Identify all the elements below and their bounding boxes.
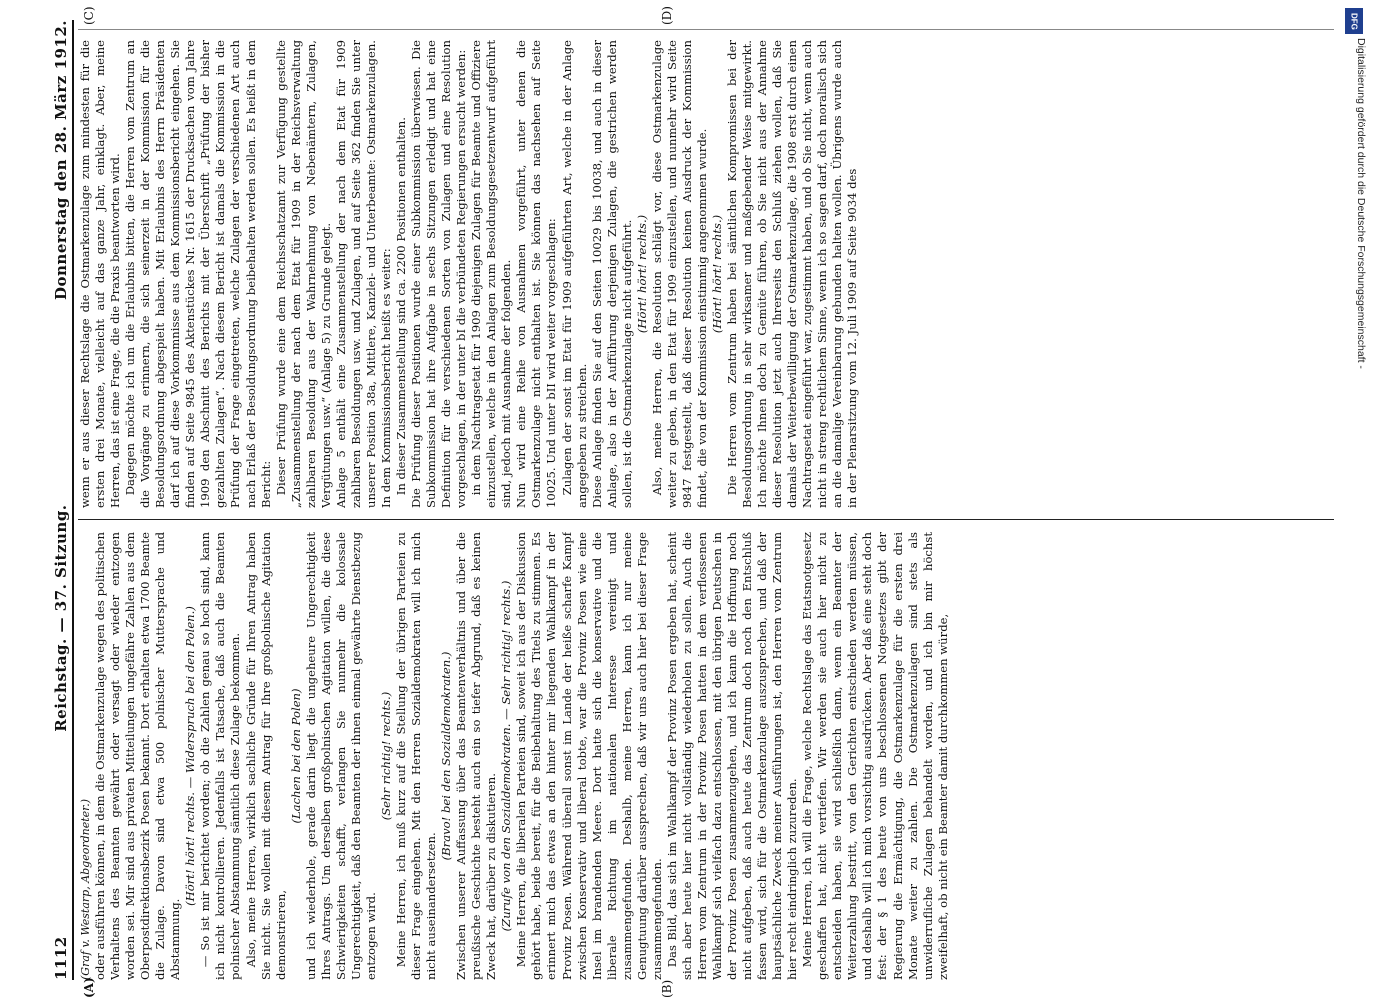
margin-marker-a: (A) (82, 977, 96, 998)
interjection: (Bravo! bei den Sozialdemokraten.) (439, 651, 454, 861)
quotation: Die Prüfung dieser Positionen wurde einer Subkommission überwiesen. Die Subkommission hat ihre Aufgabe in sechs Sitzungen erledigt und hat eine Definition für die verschiedenen Sorten von Zulagen und eine Resolution vorgeschlagen, in der unter bI die verbündeten Regierungen ersucht werden: (409, 40, 469, 508)
margin-marker-d: (D) (660, 6, 674, 25)
quotation: In dieser Zusammenstellung sind ca. 2200 Positionen enthalten. (393, 117, 408, 496)
right-column (78, 40, 1340, 508)
paragraph: Diese Anlage finden Sie auf den Seiten 10029 bis 10038, und auch in dieser Anlage, also in der Aufführung derjenigen Zulagen, die gestrichen werden sollen, ist die Ostmarkenzulage nicht aufgeführt. (589, 40, 634, 508)
paragraph: — So ist mir berichtet worden; ob die Zahlen genau so hoch sind, kann ich nicht kontrollieren. Jedenfalls ist Tatsache, daß auch die Beamten polnischer Abstammung sämtlich diese Zulage bekommen. (198, 532, 243, 980)
left-column (78, 532, 1340, 980)
paragraph: Die Herren vom Zentrum haben bei sämtlichen Kompromissen bei der Besoldungsordnung in sehr wirksamer und maßgebender Weise mitgewirkt. Ich möchte Ihnen doch zu Gemüte führen, ob Sie nicht aus der Annahme dieser Resolution jetzt auch Ihrerseits den Schluß ziehen wollen, daß Sie damals der Weiterbewilligung der Ostmarkenzulage, die 1908 erst durch einen Nachtragsetat eingeführt war, zugestimmt haben, und ob Sie nicht, wenn auch nicht in streng rechtlichem Sinne, wenn ich so sagen darf, doch moralisch sich an die damalige Vereinbarung gebunden halten wollen. Übrigens wurde auch in der Plenarsitzung vom 12. Juli 1909 auf Seite 9034 des (725, 40, 860, 508)
margin-marker-b: (B) (660, 979, 674, 998)
paragraph: Dagegen möchte ich um die Erlaubnis bitten, die Herren vom Zentrum an die Vorgänge zu erinnern, die sich seinerzeit in der Kommission für die Besoldungsordnung abgespielt haben. Mit Erlaubnis des Herrn Präsidenten darf ich auf diese Vorkommnisse aus dem Kommissionsbericht eingehen. Sie finden auf Seite 9845 des Aktenstückes Nr. 1615 der Drucksachen vom Jahre 1909 den Abschnitt des Berichts mit der Überschrift „Prüfung der bisher gezahlten Zulagen“. Nach diesem Bericht ist damals die Kommission in die Prüfung der Frage eingetreten, welche Zulagen der verschiedenen Art auch nach Erlaß der Besoldungsordnung beibehalten werden sollen. Es heißt in dem Bericht: (123, 40, 273, 508)
session-date: Donnerstag den 28. März 1912. (52, 20, 70, 300)
margin-marker-c: (C) (82, 6, 96, 25)
paragraph: und ich wiederhole, gerade darin liegt die ungeheure Ungerechtigkeit Ihres Antrags. Um derselben großpolnischen Agitation willen, die diese Schwierigkeiten schafft, verlangen Sie nunmehr die kolossale Ungerechtigkeit, daß den Beamten der ihnen einmal gewährte Dienstbezug entzogen wird. (303, 532, 378, 980)
rotated-newspaper-page (40, 0, 1340, 1000)
paragraph: Meine Herren, ich muß kurz auf die Stellung der übrigen Parteien zu dieser Frage eingehen. Mit den Herren Sozialdemokraten will ich mich nicht auseinandersetzen. (393, 532, 439, 980)
paragraph: oder ausführen können, in dem die Ostmarkenzulage wegen des politischen Verhaltens des Beamten gewährt oder versagt oder wieder entzogen worden sei. Mir sind aus privaten Mitteilungen ungefähre Zahlen aus dem Oberpostdirektionsbezirk Posen bekannt. Dort erhalten etwa 1700 Beamte die Zulage. Davon sind etwa 500 polnischer Muttersprache und Abstammung. (93, 532, 183, 980)
speaker-line: (Graf v. Westarp, Abgeordneter.) (79, 798, 92, 980)
credit-text: Digitalisierung gefördert durch die Deutsche Forschungsgemeinschaft - (1355, 38, 1367, 369)
paragraph: Meine Herren, ich will die Frage, welche Rechtslage das Etatsnotgesetz geschaffen hat, nicht vertiefen. Wir werden sie auch hier nicht zu entscheiden haben, sie wird schließlich dann, wenn ein Beamter der Weiterzahlung bestritt, von den Gerichten entschieden werden müssen, und deshalb will ich mich vorsichtig ausdrücken. Aber daß eine steht doch fest: der § 1 des heute von uns beschlossenen Notgesetzes gibt der Regierung die Ermächtigung, die Ostmarkenzulage für die ersten drei Monate weiter zu zahlen. Die Ostmarkenzulagen sind stets als unwiderrufliche Zulagen behandelt worden, und ich bin mir höchst zweifelhaft, ob nicht ein Beamter damit durchkommen würde, (800, 532, 950, 980)
paragraph: Zwischen unserer Auffassung über das Beamtenverhältnis und über die preußische Geschichte besteht auch ein so tiefer Abgrund, daß es keinen Zweck hat, darüber zu diskutieren. (454, 532, 499, 980)
quotation: in dem Nachtragsetat für 1909 diejenigen Zulagen für Beamte und Offiziere einzustellen, welche in den Anlagen zum Besoldungsgesetzentwurf aufgeführt sind, jedoch mit Ausnahme der folgenden. (469, 40, 514, 508)
column-divider (78, 519, 1334, 520)
paragraph: Anlage 5 enthält eine Zusammenstellung der nach dem Etat für 1909 zahlbaren Besoldungen usw. und Zulagen, und auf Seite 362 finden Sie unter unserer Position 38a, Mittlere, Kanzlei- und Unterbeamte: Ostmarkenzulagen. In dem Kommissionsbericht heißt es weiter: (333, 40, 393, 508)
dfg-logo: DFG (1345, 8, 1363, 34)
quotation: Zulagen der sonst im Etat für 1909 aufgeführten Art, welche in der Anlage angegeben zu streichen. (559, 40, 589, 508)
digitization-credit (1345, 8, 1367, 992)
paragraph: Also, meine Herren, die Resolution schlägt vor, diese Ostmarkenzulage weiter zu geben, in den Etat für 1909 einzustellen, und nunmehr wird Seite 9847 festgestellt, daß dieser Resolution keinen Ausdruck der Kommission findet, die von der Kommission einstimmig angenommen wurde. (649, 40, 709, 508)
paragraph: Meine Herren, die liberalen Parteien sind, soweit ich aus der Diskussion gehört habe, beide bereit, für die Beibehaltung des Titels zu stimmen. Es erinnert mich das etwas an den hinter mir liegenden Wahlkampf in der Provinz Posen. Während überall sonst im Lande der heiße scharfe Kampf zwischen Konservativ und liberal tobte, war die Provinz Posen wie eine Insel im brandenden Meere. Dort hatte sich die konservative und die liberale Richtung im nationalen Interesse vereinigt und zusammengefunden. Deshalb, meine Herren, kann ich nur meine Genugtuung darüber aussprechen, daß wir uns auch hier bei dieser Frage zusammengefunden. (514, 532, 664, 980)
interjection: (Zurufe von den Sozialdemokraten. — Sehr richtig! rechts.) (499, 580, 514, 932)
paragraph: wenn er aus dieser Rechtslage die Ostmarkenzulage zum mindesten für die ersten drei Monate, vielleicht auf das ganze Jahr, einklagt. Aber, meine Herren, das ist eine Frage, die die Praxis beantworten wird. (78, 40, 123, 508)
right-edge-rule (78, 29, 1334, 30)
interjection: (Lachen bei den Polen) (288, 688, 303, 824)
paragraph: Also, meine Herren, wirklich sachliche Gründe für Ihren Antrag haben Sie nicht. Sie wollen mit diesem Antrag für Ihre großpolnische Agitation demonstrieren, (243, 532, 288, 980)
header-rule (72, 20, 74, 980)
page-header (44, 20, 70, 980)
interjection: (Hört! hört! rechts.) (634, 214, 649, 334)
paragraph: Das Bild, das sich im Wahlkampf der Provinz Posen ergeben hat, scheint sich aber heute hier nicht vollständig wiederholen zu sollen. Auch die Herren vom Zentrum in der Provinz Posen hatten in dem verflossenen Wahlkampf sich vielfach dazu entschlossen, mit den übrigen Deutschen in der Provinz Posen zusammenzugehen, und ich kann die Hoffnung noch nicht aufgeben, daß auch heute das Zentrum doch noch den Entschluß fassen wird, sich für die Ostmarkenzulage auszusprechen, und daß der hauptsächliche Zweck meiner Ausführungen ist, den Herren vom Zentrum hier recht eindringlich zuzureden. (664, 532, 800, 980)
interjection: (Sehr richtig! rechts.) (378, 691, 393, 821)
paragraph: Nun wird eine Reihe von Ausnahmen vorgeführt, unter denen die Ostmarkenzulage nicht enthalten ist. Sie können das nachsehen auf Seite 10025. Und unter bII wird weiter vorgeschlagen: (514, 40, 559, 508)
session-title: Reichstag. — 37. Sitzung. (52, 504, 70, 732)
quotation: Dieser Prüfung wurde eine dem Reichsschatzamt zur Verfügung gestellte „Zusammenstellung der nach dem Etat für 1909 in der Reichsverwaltung zahlbaren Besoldung aus der Wahrnehmung von Nebenämtern, Zulagen, Vergütungen usw.“ (Anlage 5) zu Grunde gelegt. (273, 40, 333, 508)
interjection: (Hört! hört! rechts. — Widerspruch bei den Polen.) (183, 606, 198, 906)
page-number: 1112 (52, 936, 70, 980)
interjection: (Hört! hört! rechts.) (709, 214, 724, 334)
